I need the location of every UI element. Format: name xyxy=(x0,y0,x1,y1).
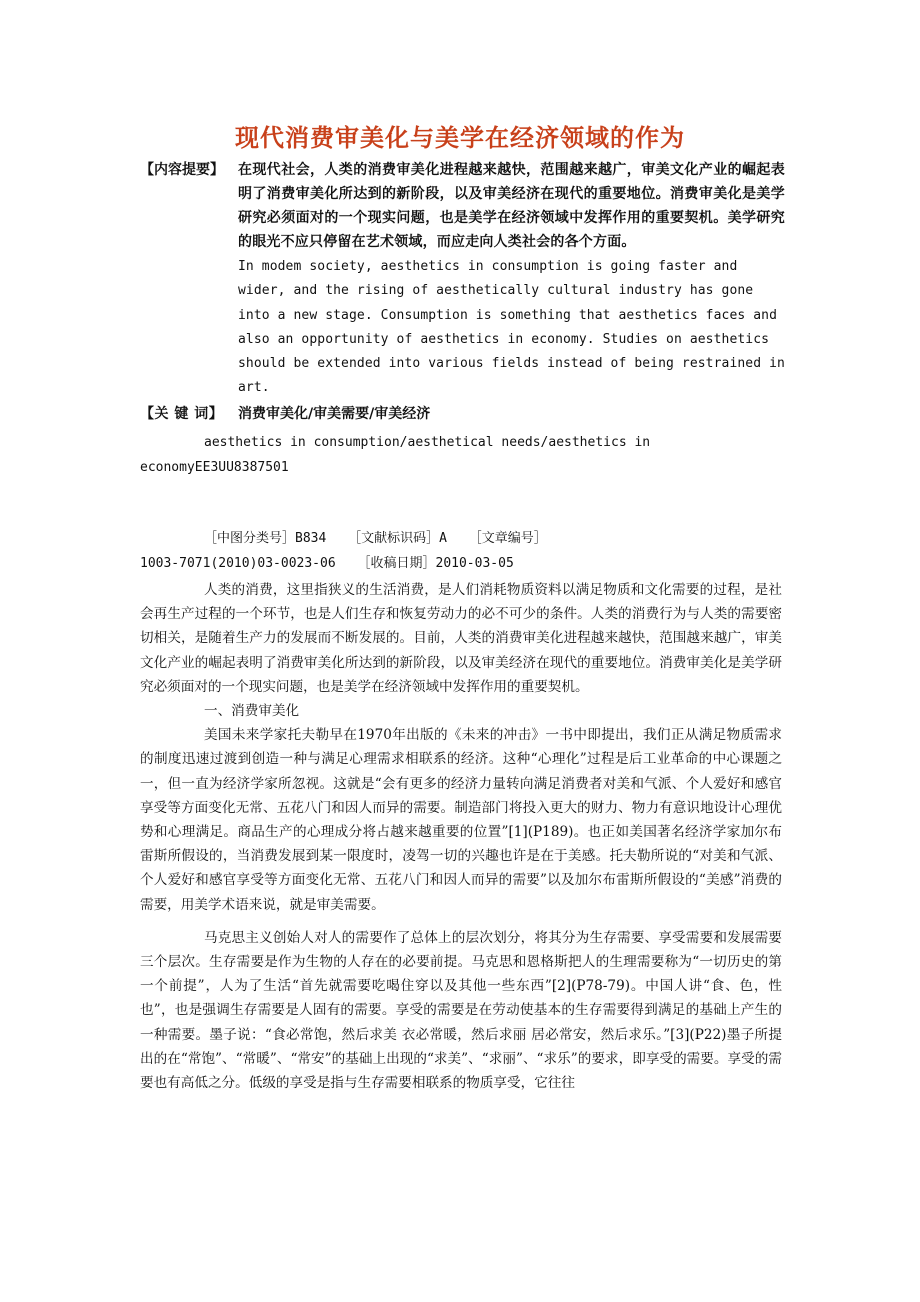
abstract-zh-row xyxy=(140,158,785,254)
section-heading: 一、消费审美化 xyxy=(204,703,300,720)
article-body xyxy=(140,578,782,1095)
body-para-2: 马克思主义创始人对人的需要作了总体上的层次划分，将其分为生存需要、享受需要和发展需要三个层次。生存需要是作为生物的人存在的必要前提。马克思和恩格斯把人的生理需要称为“一切历史的第一个前提”，人为了生活“首先就需要吃喝住穿以及其他一些东西”[2](P78-79)。中国人讲“食、色，性也”，也是强调生存需要是人固有的需要。享受的需要是在劳动使基本的生存需要得到满足的基础上产生的一种需要。墨子说：“食必常饱，然后求美 衣必常暖，然后求丽 居必常安，然后求乐。”[3](P22)墨子所提出的在“常饱”、“常暖”、“常安”的基础上出现的“求美”、“求丽”、“求乐”的要求，即享受的需要。享受的需要也有高低之分。低级的享受是指与生存需要相联系的物质享受，它往往 xyxy=(140,929,782,1092)
keywords-en: aesthetics in consumption/aesthetical needs/aesthetics in economyEE3UU8387501 xyxy=(140,435,651,475)
meta-article-no: 1003-7071(2010)03-0023-06 xyxy=(140,556,336,571)
article-meta xyxy=(140,526,785,576)
meta-line-1 xyxy=(140,526,785,551)
abstract-label: 【内容提要】 xyxy=(140,162,224,178)
body-intro: 人类的消费，这里指狭义的生活消费，是人们消耗物质资料以满足物质和文化需要的过程，是社会再生产过程的一个环节，也是人们生存和恢复劳动力的必不可少的条件。人类的消费行为与人类的需要密切相关，是随着生产力的发展而不断发展的。目前，人类的消费审美化进程越来越快，范围越来越广，审美文化产业的崛起表明了消费审美化所达到的新阶段，以及审美经济在现代的重要地位。消费审美化是美学研究必须面对的一个现实问题，也是美学在经济领域中发挥作用的重要契机。 xyxy=(140,582,782,695)
meta-article-no-label: ［文章编号］ xyxy=(468,531,547,546)
body-para-1: 美国未来学家托夫勒早在1970年出版的《未来的冲击》一书中即提出，我们正从满足物质需求的制度迅速过渡到创造一种与满足心理需求相联系的经济。这种“心理化”过程是后工业革命的中心课题之一，但一直为经济学家所忽视。这就是“会有更多的经济力量转向满足消费者对美和气派、个人爱好和感官享受等方面变化无常、五花八门和因人而异的需要。制造部门将投入更大的财力、物力有意识地设计心理优势和心理满足。商品生产的心理成分将占越来越重要的位置”[1](P189)。也正如美国著名经济学家加尔布雷斯所假设的，当消费发展到某一限度时，凌驾一切的兴趣也许是在于美感。托夫勒所说的“对美和气派、个人爱好和感官享受等方面变化无常、五花八门和因人而异的需要”以及加尔布雷斯所假设的“美感”消费的需要，用美学术语来说，就是审美需要。 xyxy=(140,727,782,913)
abstract-zh: 在现代社会，人类的消费审美化进程越来越快，范围越来越广，审美文化产业的崛起表明了消费审美化所达到的新阶段，以及审美经济在现代的重要地位。消费审美化是美学研究必须面对的一个现实问题，也是美学在经济领域中发挥作用的重要契机。美学研究的眼光不应只停留在艺术领域，而应走向人类社会的各个方面。 xyxy=(238,162,785,250)
keywords-row xyxy=(140,402,785,426)
meta-clc: ［中图分类号］B834 xyxy=(204,531,327,546)
keywords-zh: 消费审美化/审美需要/审美经济 xyxy=(238,405,431,422)
paper-title: 现代消费审美化与美学在经济领域的作为 xyxy=(235,124,685,152)
meta-doc-code: ［文献标识码］A xyxy=(348,531,447,546)
abstract-en: In modem society, aesthetics in consumption is going faster and wider, and the rising of aesthetically cultural industry has gone into a new stage. Consumption is something that aesthetics faces and also an opportunity of aesthetics in economy. Studies on aesthetics should be extended into various fields instead of being restrained in art. xyxy=(238,259,785,396)
meta-received: ［收稿日期］2010-03-05 xyxy=(357,556,514,571)
keywords-label: 【关 键 词】 xyxy=(140,405,224,422)
abstract-block xyxy=(140,158,785,426)
meta-line-2 xyxy=(140,551,785,576)
